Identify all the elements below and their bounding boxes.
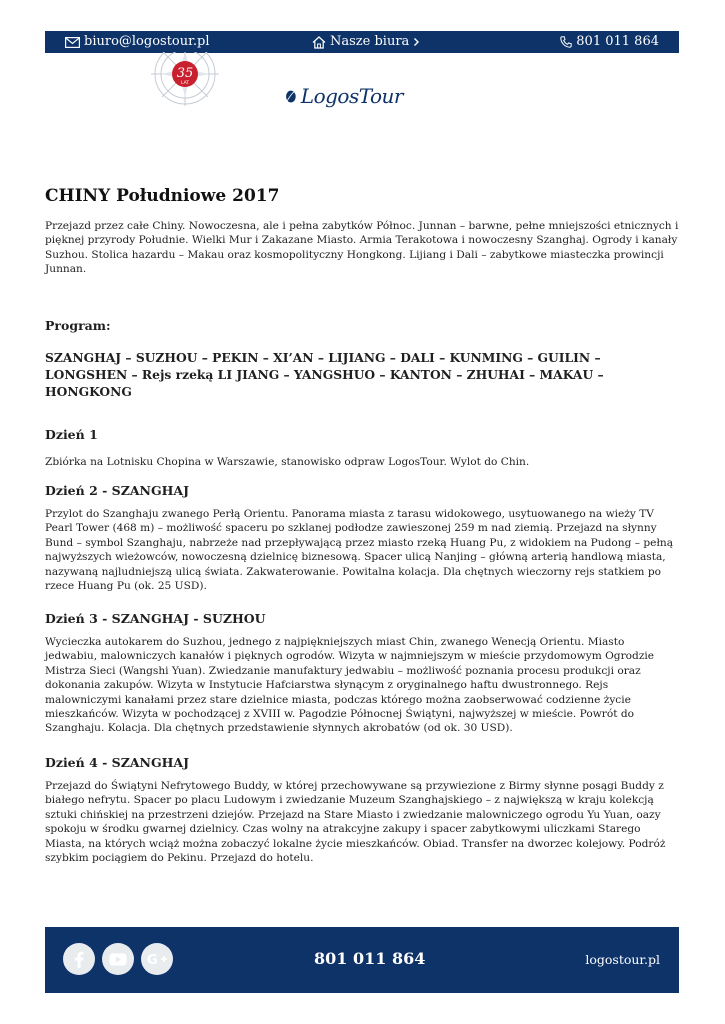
- youtube-button[interactable]: [102, 943, 134, 975]
- route-summary: SZANGHAJ – SUZHOU – PEKIN – XI’AN – LIJIANG – DALI – KUNMING – GUILIN – LONGSHEN – Rejs rzeką LI JIANG – YANGSHUO – KANTON – ZHUHAI – MAKAU – HONGKONG: [45, 350, 604, 399]
- page-title: CHINY Południowe 2017: [45, 186, 280, 206]
- svg-text:G: G: [147, 953, 158, 966]
- day-section: [45, 427, 679, 469]
- day-heading: Dzień 3 - SZANGHAJ - SUZHOU: [45, 611, 266, 626]
- chevron-right-icon: [413, 37, 420, 47]
- facebook-icon: [74, 951, 84, 968]
- day-section: [45, 483, 679, 593]
- youtube-icon: [109, 953, 127, 966]
- day-heading: Dzień 1: [45, 427, 98, 442]
- email-link[interactable]: [65, 31, 210, 53]
- phone-icon: [560, 36, 572, 48]
- day-heading: Dzień 4 - SZANGHAJ: [45, 755, 190, 770]
- top-contact-bar: [45, 31, 679, 53]
- program-label: Program:: [45, 318, 111, 333]
- day-section: [45, 611, 679, 736]
- logostour-logo[interactable]: [285, 76, 403, 116]
- badge-subtext: LAT: [180, 81, 190, 86]
- home-icon: [312, 36, 326, 49]
- brand-name: LogosTour: [300, 84, 403, 108]
- offices-label: Nasze biura: [330, 34, 410, 49]
- day-heading: Dzień 2 - SZANGHAJ: [45, 483, 190, 498]
- footer-website-link[interactable]: logostour.pl: [585, 952, 660, 967]
- footer-phone[interactable]: 801 011 864: [314, 949, 426, 968]
- day-description: Przejazd do Świątyni Nefrytowego Buddy, w której przechowywane są przywiezione z Birmy słynne posągi Buddy z białego nefrytu. Spacer po placu Ludowym i zwiedzanie Muzeum Szanghajskiego – z największą w kraju kolekcją sztuki chińskiej na przestrzeni dziejów. Przejazd na Stare Miasto i zwiedzanie malowniczego ogrodu Yu Yuan, oazy spokoju w środku gwarnej dzielnicy. Czas wolny na atrakcyjne zakupy i spacer zabytkowymi uliczkami Starego Miasta, na których wciąż można zobaczyć lokalne życie mieszkańców. Obiad. Transfer na dworzec kolejowy. Podróż szybkim pociągiem do Pekinu. Przejazd do hotelu.: [45, 780, 666, 865]
- quill-icon: [285, 83, 297, 109]
- offices-link[interactable]: [312, 31, 420, 53]
- google-plus-icon: [147, 952, 167, 966]
- day-section: [45, 755, 679, 865]
- phone-link[interactable]: [560, 31, 659, 53]
- phone-text: 801 011 864: [576, 34, 659, 49]
- day-description: Wycieczka autokarem do Suzhou, jednego z najpiękniejszych miast Chin, zwanego Wenecją Orientu. Miasto jedwabiu, malowniczych kanałów i pięknych ogrodów. Wizyta w najmniejszym w mieście przydomowym Ogrodzie Mistrza Sieci (Wangshi Yuan). Zwiedzanie manufaktury jedwabiu – możliwość poznania procesu produkcji oraz dokonania zakupów. Wizyta w Instytucie Hafciarstwa słynącym z oryginalnego haftu dwustronnego. Rejs malowniczymi kanałami przez stare dzielnice miasta, podczas którego można zaobserwować codzienne życie mieszkańców. Wizyta w pochodzącej z XVIII w. Pagodzie Północnej Świątyni, najwyższej w mieście. Powrót do Szanghaju. Kolacja. Dla chętnych przedstawienie słynnych akrobatów (od ok. 30 USD).: [45, 636, 655, 735]
- badge-number: 35: [176, 66, 194, 81]
- envelope-icon: [65, 37, 80, 48]
- facebook-button[interactable]: [63, 943, 95, 975]
- google-plus-button[interactable]: [141, 943, 173, 975]
- intro-paragraph: Przejazd przez całe Chiny. Nowoczesna, ale i pełna zabytków Północ. Junnan – barwne, pełne mniejszości etnicznych i pięknej przyrody Południe. Wielki Mur i Zakazane Miasto. Armia Terakotowa i nowoczesny Szanghaj. Ogrody i kanały Suzhou. Stolica hazardu – Makau oraz kosmopolityczny Hongkong. Lijiang i Dali – zabytkowe miasteczka prowincji Junnan.: [45, 220, 679, 276]
- day-description: Przylot do Szanghaju zwanego Perłą Orientu. Panorama miasta z tarasu widokowego, usytuowanego na wieży TV Pearl Tower (468 m) – możliwość spaceru po szklanej podłodze zawieszonej 259 m nad ziemią. Przejazd na słynny Bund – symbol Szanghaju, nabrzeże nad przepływającą przez miasto rzeką Huang Pu, z widokiem na Pudong – pełną najwyższych wieżowców, nowoczesną dzielnicę biznesową. Spacer ulicą Nanjing – główną arterią handlową miasta, nazywaną najludniejszą ulicą świata. Zakwaterowanie. Powitalna kolacja. Dla chętnych wieczorny rejs statkiem po rzece Huang Pu (ok. 25 USD).: [45, 508, 674, 593]
- day-description: Zbiórka na Lotnisku Chopina w Warszawie, stanowisko odpraw LogosTour. Wylot do Chin.: [45, 456, 530, 468]
- anniversary-badge-logo: [146, 52, 224, 114]
- footer-bar: [45, 927, 679, 993]
- email-text: biuro@logostour.pl: [84, 34, 210, 49]
